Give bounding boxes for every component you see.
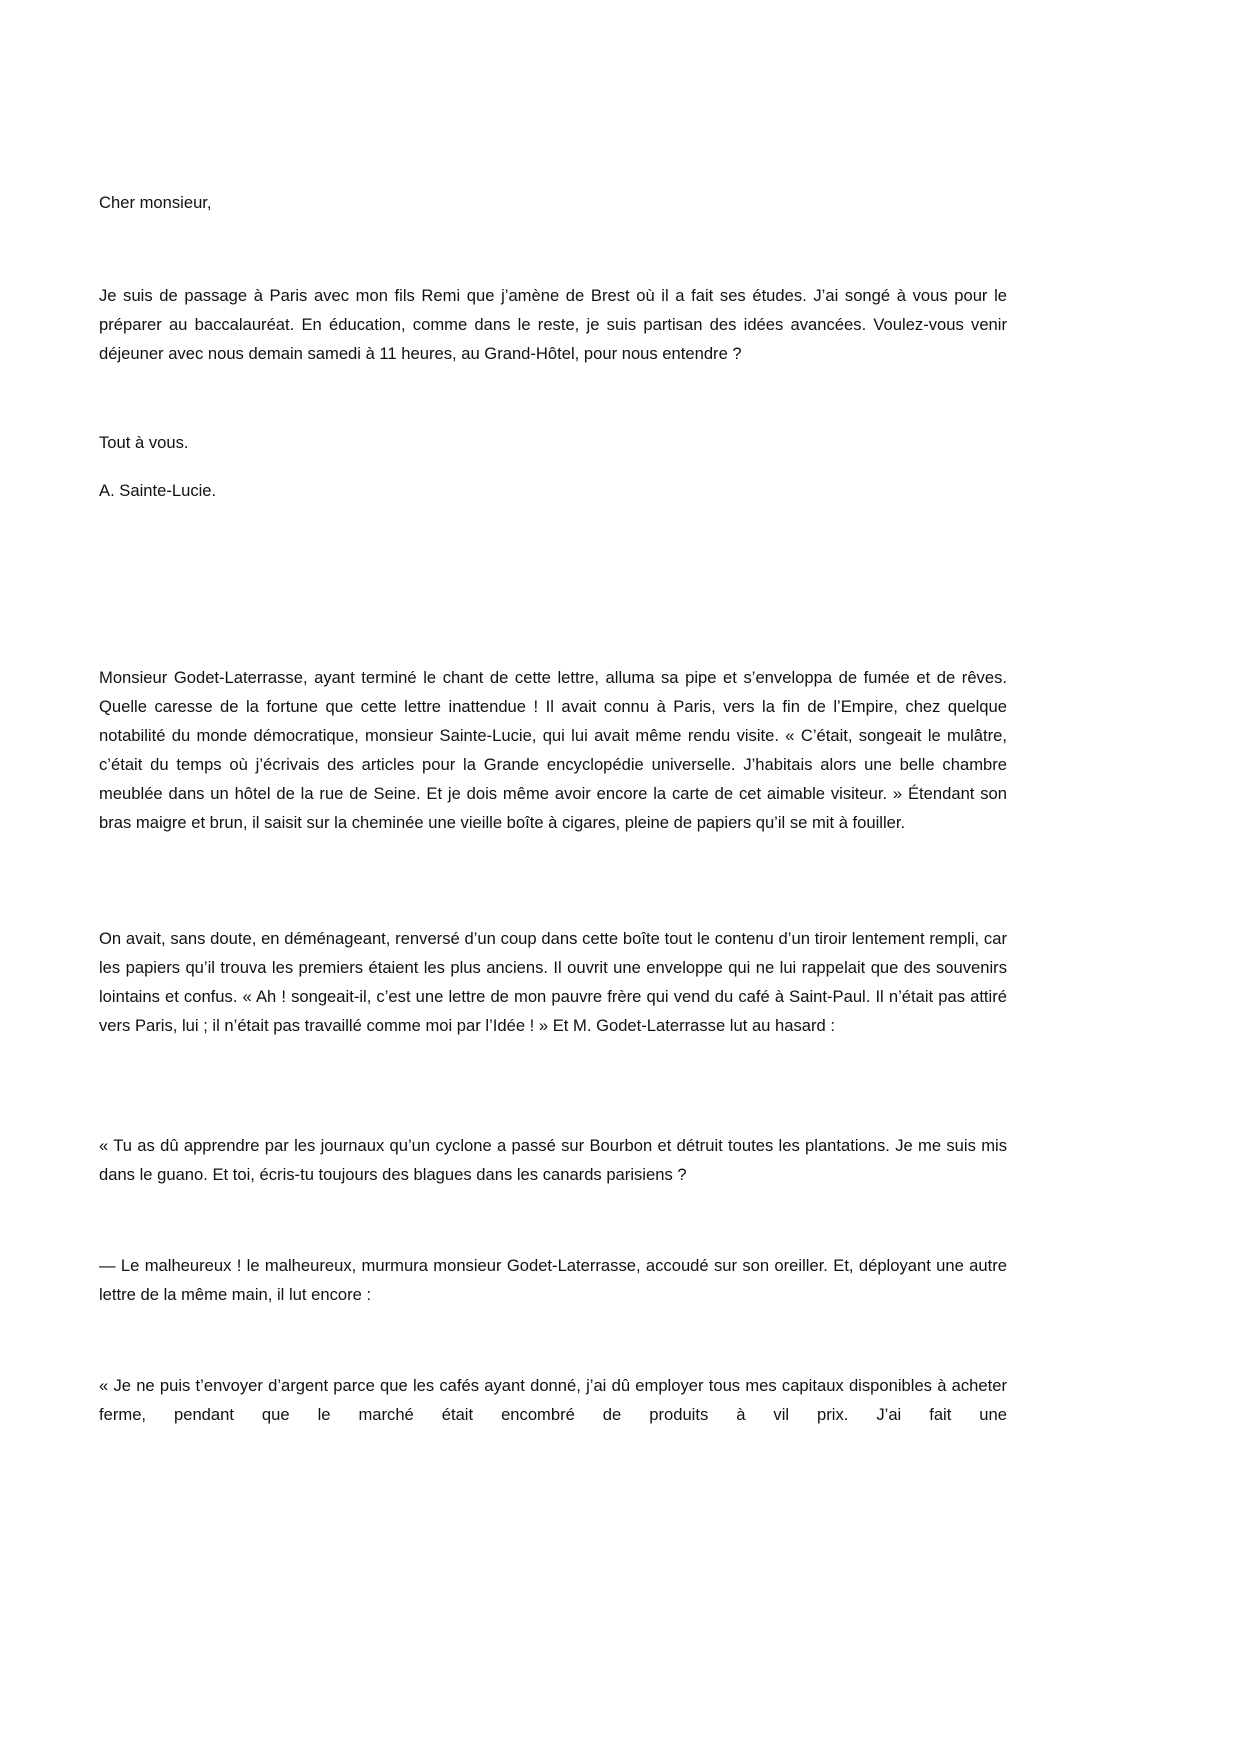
paragraph: « Je ne puis t’envoyer d’argent parce que les cafés ayant donné, j’ai dû employer tous mes capitaux disponibles à acheter ferme, pendant que le marché était encombré de produits à vil prix. J’ai fait une [99,1376,1007,1424]
paragraph: On avait, sans doute, en déménageant, renversé d’un coup dans cette boîte tout le contenu d’un tiroir lentement rempli, car les papiers qu’il trouva les premiers étaient les plus anciens. Il ouvrit une enveloppe qui ne lui rappelait que des souvenirs lointains et confus. « Ah ! songeait-il, c’est une lettre de mon pauvre frère qui vend du café à Saint-Paul. Il n’était pas attiré vers Paris, lui ; il n’était pas travaillé comme moi par l’Idée ! » Et M. Godet-Laterrasse lut au hasard : [99,929,1007,1035]
paragraph: — Le malheureux ! le malheureux, murmura monsieur Godet-Laterrasse, accoudé sur son oreiller. Et, déployant une autre lettre de la même main, il lut encore : [99,1256,1007,1304]
letter-salutation: Cher monsieur, [99,193,212,212]
paragraph: « Tu as dû apprendre par les journaux qu’un cyclone a passé sur Bourbon et détruit toutes les plantations. Je me suis mis dans le guano. Et toi, écris-tu toujours des blagues dans les canards parisiens ? [99,1136,1007,1184]
letter-body: Je suis de passage à Paris avec mon fils Remi que j’amène de Brest où il a fait ses études. J’ai songé à vous pour le préparer au baccalauréat. En éducation, comme dans le reste, je suis partisan des idées avancées. Voulez-vous venir déjeuner avec nous demain samedi à 11 heures, au Grand-Hôtel, pour nous entendre ? [99,286,1007,363]
letter-signature: A. Sainte-Lucie. [99,481,217,500]
letter-closing: Tout à vous. [99,433,189,452]
paragraph: Monsieur Godet-Laterrasse, ayant terminé le chant de cette lettre, alluma sa pipe et s’enveloppa de fumée et de rêves. Quelle caresse de la fortune que cette lettre inattendue ! Il avait connu à Paris, vers la fin de l’Empire, chez quelque notabilité du monde démocratique, monsieur Sainte-Lucie, qui lui avait même rendu visite. « C’était, songeait le mulâtre, c’était du temps où j’écrivais des articles pour la Grande encyclopédie universelle. J’habitais alors une belle chambre meublée dans un hôtel de la rue de Seine. Et je dois même avoir encore la carte de cet aimable visiteur. » Étendant son bras maigre et brun, il saisit sur la cheminée une vieille boîte à cigares, pleine de papiers qu’il se mit à fouiller. [99,668,1007,832]
